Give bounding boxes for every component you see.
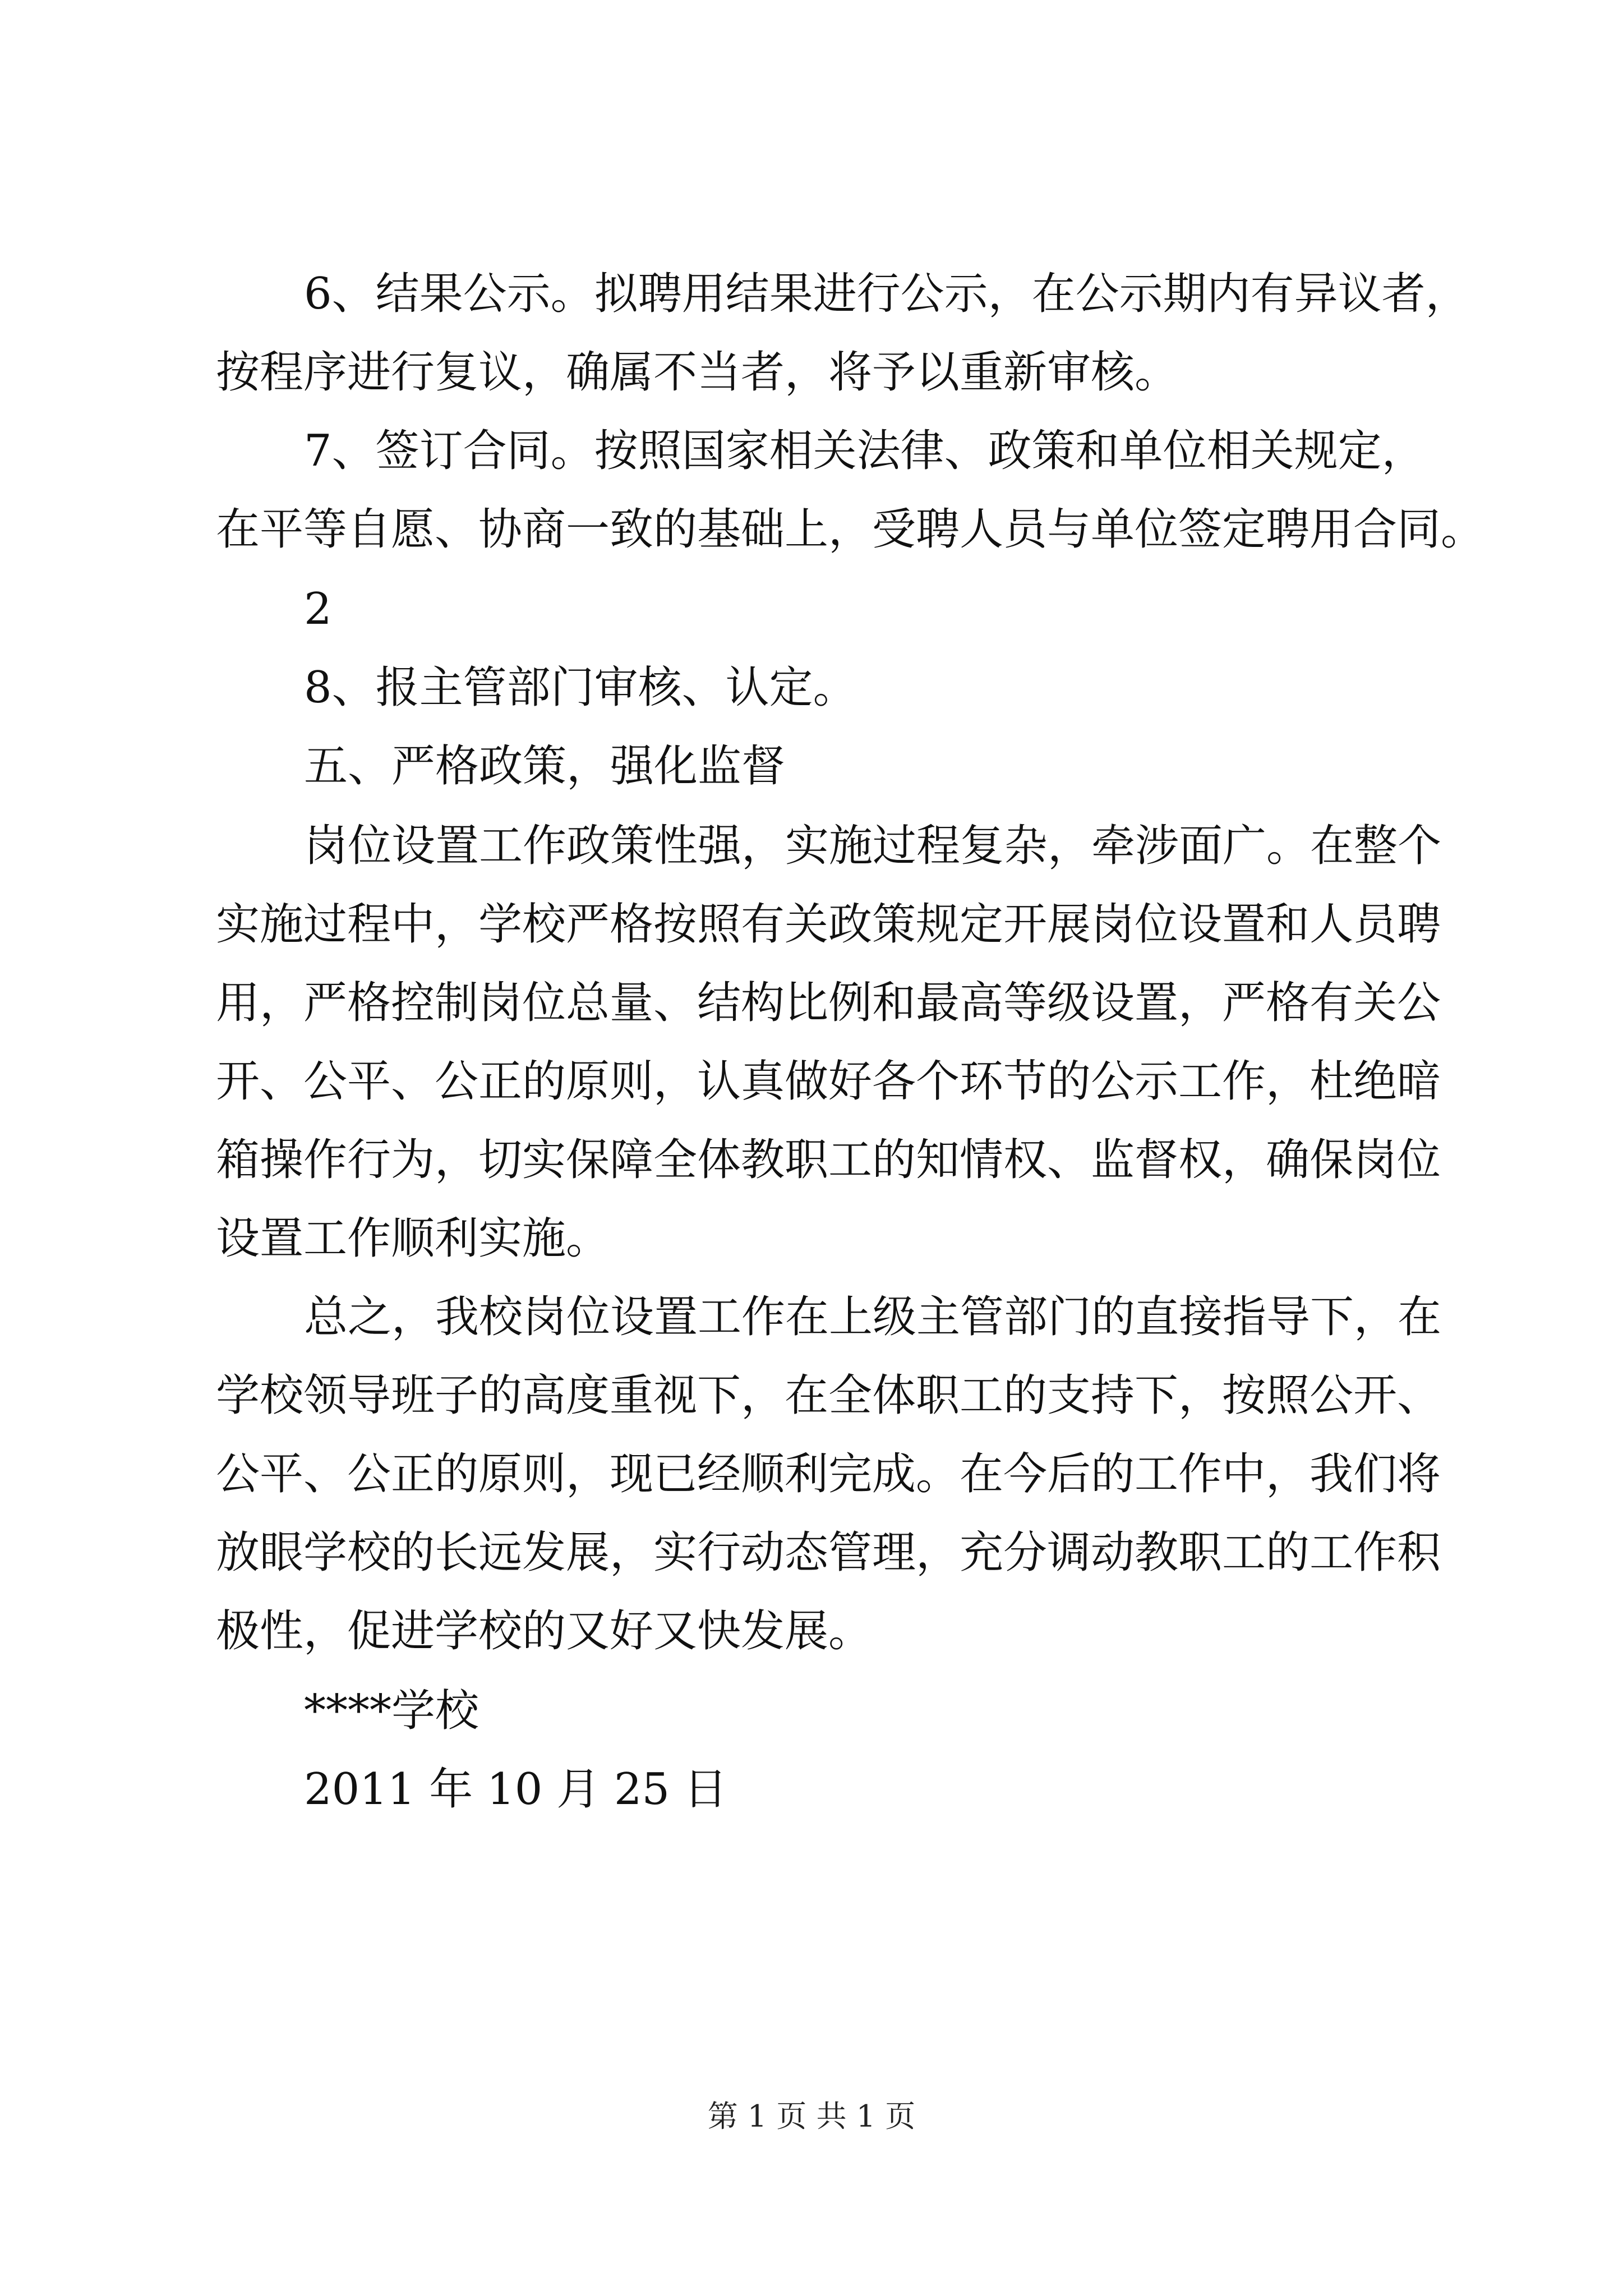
paragraph-7-line-2: 在平等自愿、协商一致的基础上，受聘人员与单位签定聘用合同。: [216, 504, 1485, 555]
inline-page-number: 2: [304, 584, 332, 634]
paragraph-6-line-1: 6、结果公示。拟聘用结果进行公示，在公示期内有异议者，: [304, 269, 1469, 319]
summary-paragraph-line-5: 极性，促进学校的又好又快发展。: [216, 1606, 873, 1657]
summary-paragraph-line-3: 公平、公正的原则，现已经顺利完成。在今后的工作中，我们将: [216, 1449, 1441, 1499]
policy-paragraph-line-3: 用，严格控制岗位总量、结构比例和最高等级设置，严格有关公: [216, 978, 1441, 1028]
signature-school: ****学校: [304, 1686, 479, 1736]
policy-paragraph-line-6: 设置工作顺利实施。: [216, 1213, 610, 1264]
signature-date: 2011 年 10 月 25 日: [304, 1764, 727, 1815]
policy-paragraph-line-2: 实施过程中，学校严格按照有关政策规定开展岗位设置和人员聘: [216, 899, 1441, 950]
page-footer: 第 1 页 共 1 页: [707, 2099, 916, 2134]
summary-paragraph-line-4: 放眼学校的长远发展，实行动态管理，充分调动教职工的工作积: [216, 1527, 1441, 1578]
paragraph-8: 8、报主管部门审核、认定。: [304, 662, 857, 713]
policy-paragraph-line-1: 岗位设置工作政策性强，实施过程复杂，牵涉面广。在整个: [304, 821, 1442, 871]
summary-paragraph-line-2: 学校领导班子的高度重视下，在全体职工的支持下，按照公开、: [216, 1370, 1441, 1421]
section-heading: 五、严格政策，强化监督: [304, 741, 786, 792]
policy-paragraph-line-4: 开、公平、公正的原则，认真做好各个环节的公示工作，杜绝暗: [216, 1056, 1441, 1107]
paragraph-6-line-2: 按程序进行复议，确属不当者，将予以重新审核。: [216, 347, 1179, 398]
paragraph-7-line-1: 7、签订合同。按照国家相关法律、政策和单位相关规定，: [304, 426, 1426, 476]
summary-paragraph-line-1: 总之，我校岗位设置工作在上级主管部门的直接指导下，在: [304, 1292, 1442, 1342]
policy-paragraph-line-5: 箱操作行为，切实保障全体教职工的知情权、监督权，确保岗位: [216, 1135, 1441, 1185]
